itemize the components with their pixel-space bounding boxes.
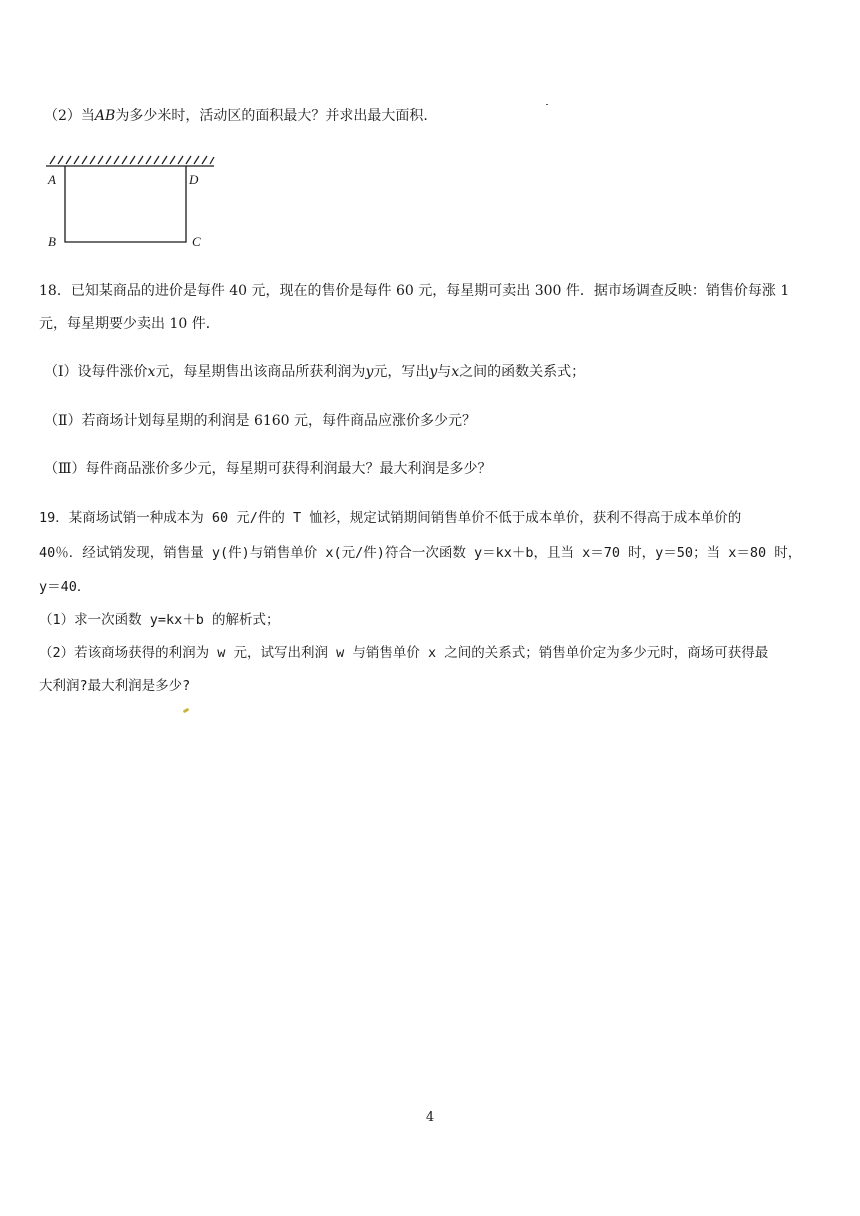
q17-part2-suffix: 为多少米时，活动区的面积最大？并求出最大面积. (115, 108, 428, 124)
q19-part2-line2: 大利润?最大利润是多少? (39, 678, 191, 694)
label-d: D (189, 172, 199, 187)
q17-part2-var: AB (94, 108, 116, 124)
q18-part1-text-a: （Ⅰ）设每件涨价 (44, 364, 148, 380)
q18-part1-text-e: 之间的函数关系式； (459, 364, 586, 380)
q18-part1-var-x2: x (451, 364, 460, 380)
fence-outline (65, 166, 186, 242)
q19-line1: 19．某商场试销一种成本为 60 元/件的 T 恤衫，规定试销期间销售单价不低于成本单价，获利不得高于成本单价的 (39, 510, 742, 526)
label-c: C (192, 234, 201, 249)
q19-line3: y＝40． (39, 579, 91, 595)
q17-part2 (44, 106, 428, 126)
stray-mark (546, 104, 548, 105)
q18-part3: （Ⅲ）每件商品涨价多少元，每星期可获得利润最大？最大利润是多少？ (44, 461, 492, 477)
pen-mark (183, 708, 190, 714)
q17-part2-prefix: （2）当 (44, 108, 95, 124)
q18-part1-text-b: 元，每星期售出该商品所获利润为 (155, 364, 366, 380)
q18-part1-text-d: 与 (437, 364, 452, 380)
label-b: B (48, 234, 56, 249)
q19-part1: （1）求一次函数 y=kx＋b 的解析式； (39, 612, 280, 628)
q18-part1-var-y2: y (429, 364, 438, 380)
label-a: A (48, 172, 56, 187)
q18-part1-var-y: y (365, 364, 374, 380)
q19-part2-line1: （2）若该商场获得的利润为 w 元，试写出利润 w 与销售单价 x 之间的关系式；销售单价定为多少元时，商场可获得最 (39, 645, 769, 661)
q18-part2: （Ⅱ）若商场计划每星期的利润是 6160 元，每件商品应涨价多少元？ (44, 413, 477, 429)
q18-part1 (44, 362, 585, 382)
wall-hatching (46, 156, 214, 166)
page-number: 4 (425, 1110, 435, 1125)
q18-line1: 18．已知某商品的进价是每件 40 元，现在的售价是每件 60 元，每星期可卖出 300 件．据市场调查反映：销售价每涨 1 (39, 283, 790, 299)
q19-line2: 40％．经试销发现，销售量 y(件)与销售单价 x(元/件)符合一次函数 y＝kx＋b，且当 x＝70 时，y＝50；当 x＝80 时， (39, 545, 802, 561)
q18-line2: 元，每星期要少卖出 10 件． (39, 316, 220, 332)
q18-part1-var-x: x (147, 364, 156, 380)
q18-part1-text-c: 元，写出 (373, 364, 430, 380)
rectangle-figure (44, 152, 224, 252)
